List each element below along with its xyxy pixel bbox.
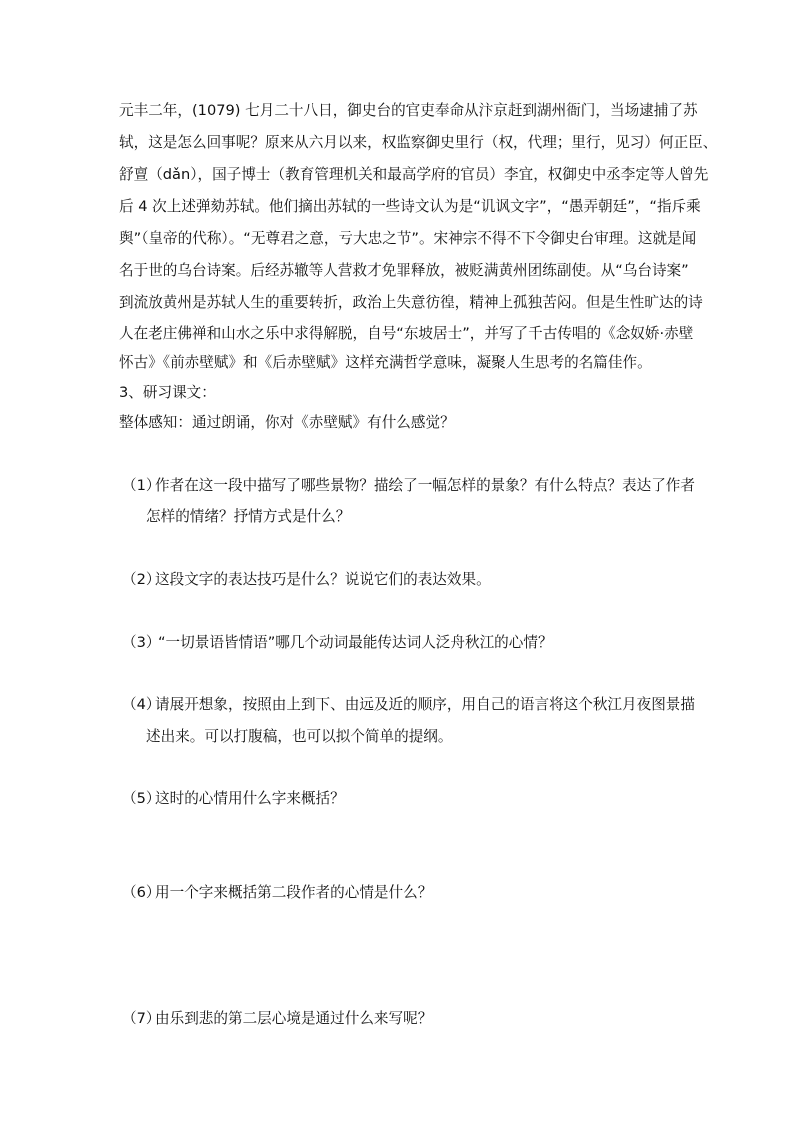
- overall-perception: 整体感知：通过朗诵，你对《赤壁赋》有什么感觉？: [119, 414, 455, 431]
- intro-line: 到流放黄州是苏轼人生的重要转折，政治上失意彷徨，精神上孤独苦闷。但是生性旷达的诗: [119, 294, 703, 311]
- question-text: 由乐到悲的第二层心境是通过什么来写呢？: [155, 1010, 433, 1027]
- intro-line: 后 4 次上述弹劾苏轼。他们摘出苏轼的一些诗文认为是“讥讽文字”，“愚弄朝廷”，“指斥乘: [119, 198, 701, 215]
- question-text: “一切景语皆情语”哪几个动词最能传达词人泛舟秋江的心情？: [158, 634, 553, 651]
- question-number: （5）: [122, 790, 161, 807]
- intro-line: 名于世的乌台诗案。后经苏辙等人营救才免罪释放，被贬满黄州团练副使。从“乌台诗案”: [119, 262, 689, 279]
- intro-line: 舒亶（dǎn），国子博士（教育管理机关和最高学府的官员）李宜，权御史中丞李定等人曾先: [119, 166, 709, 183]
- intro-line: 元丰二年，(1079) 七月二十八日，御史台的官吏奉命从汴京赶到湖州衙门，当场逮捕了苏: [119, 102, 698, 119]
- question-number: （6）: [122, 884, 161, 901]
- question-text: 作者在这一段中描写了哪些景物？描绘了一幅怎样的景象？有什么特点？表达了作者: [155, 477, 695, 494]
- question-number: （1）: [122, 477, 161, 494]
- section-heading: 3、研习课文：: [119, 384, 216, 401]
- question-text: 请展开想象，按照由上到下、由远及近的顺序，用自己的语言将这个秋江月夜图景描: [155, 696, 695, 713]
- question-number: （7）: [122, 1010, 161, 1027]
- question-text-continued: 怎样的情绪？抒情方式是什么？: [146, 508, 351, 525]
- question-text: 这时的心情用什么字来概括？: [155, 790, 345, 807]
- question-text: 用一个字来概括第二段作者的心情是什么？: [155, 884, 433, 901]
- intro-line: 怀古》《前赤壁赋》和《后赤壁赋》这样充满哲学意味，凝聚人生思考的名篇佳作。: [119, 354, 652, 371]
- intro-line: 人在老庄佛禅和山水之乐中求得解脱，自号“东坡居士”，并写了千古传唱的《念奴娇·赤壁: [119, 325, 694, 342]
- question-text: 这段文字的表达技巧是什么？说说它们的表达效果。: [155, 571, 491, 588]
- question-number: （2）: [122, 571, 161, 588]
- intro-line: 轼，这是怎么回事呢？原来从六月以来，权监察御史里行（权，代理；里行，见习）何正臣、: [119, 134, 718, 151]
- question-number: （4）: [122, 696, 161, 713]
- question-number: （3）: [122, 634, 161, 651]
- intro-line: 舆”（皇帝的代称）。“无尊君之意，亏大忠之节”。宋神宗不得不下令御史台审理。这就是闻: [119, 230, 697, 247]
- question-text-continued: 述出来。可以打腹稿，也可以拟个简单的提纲。: [146, 728, 453, 745]
